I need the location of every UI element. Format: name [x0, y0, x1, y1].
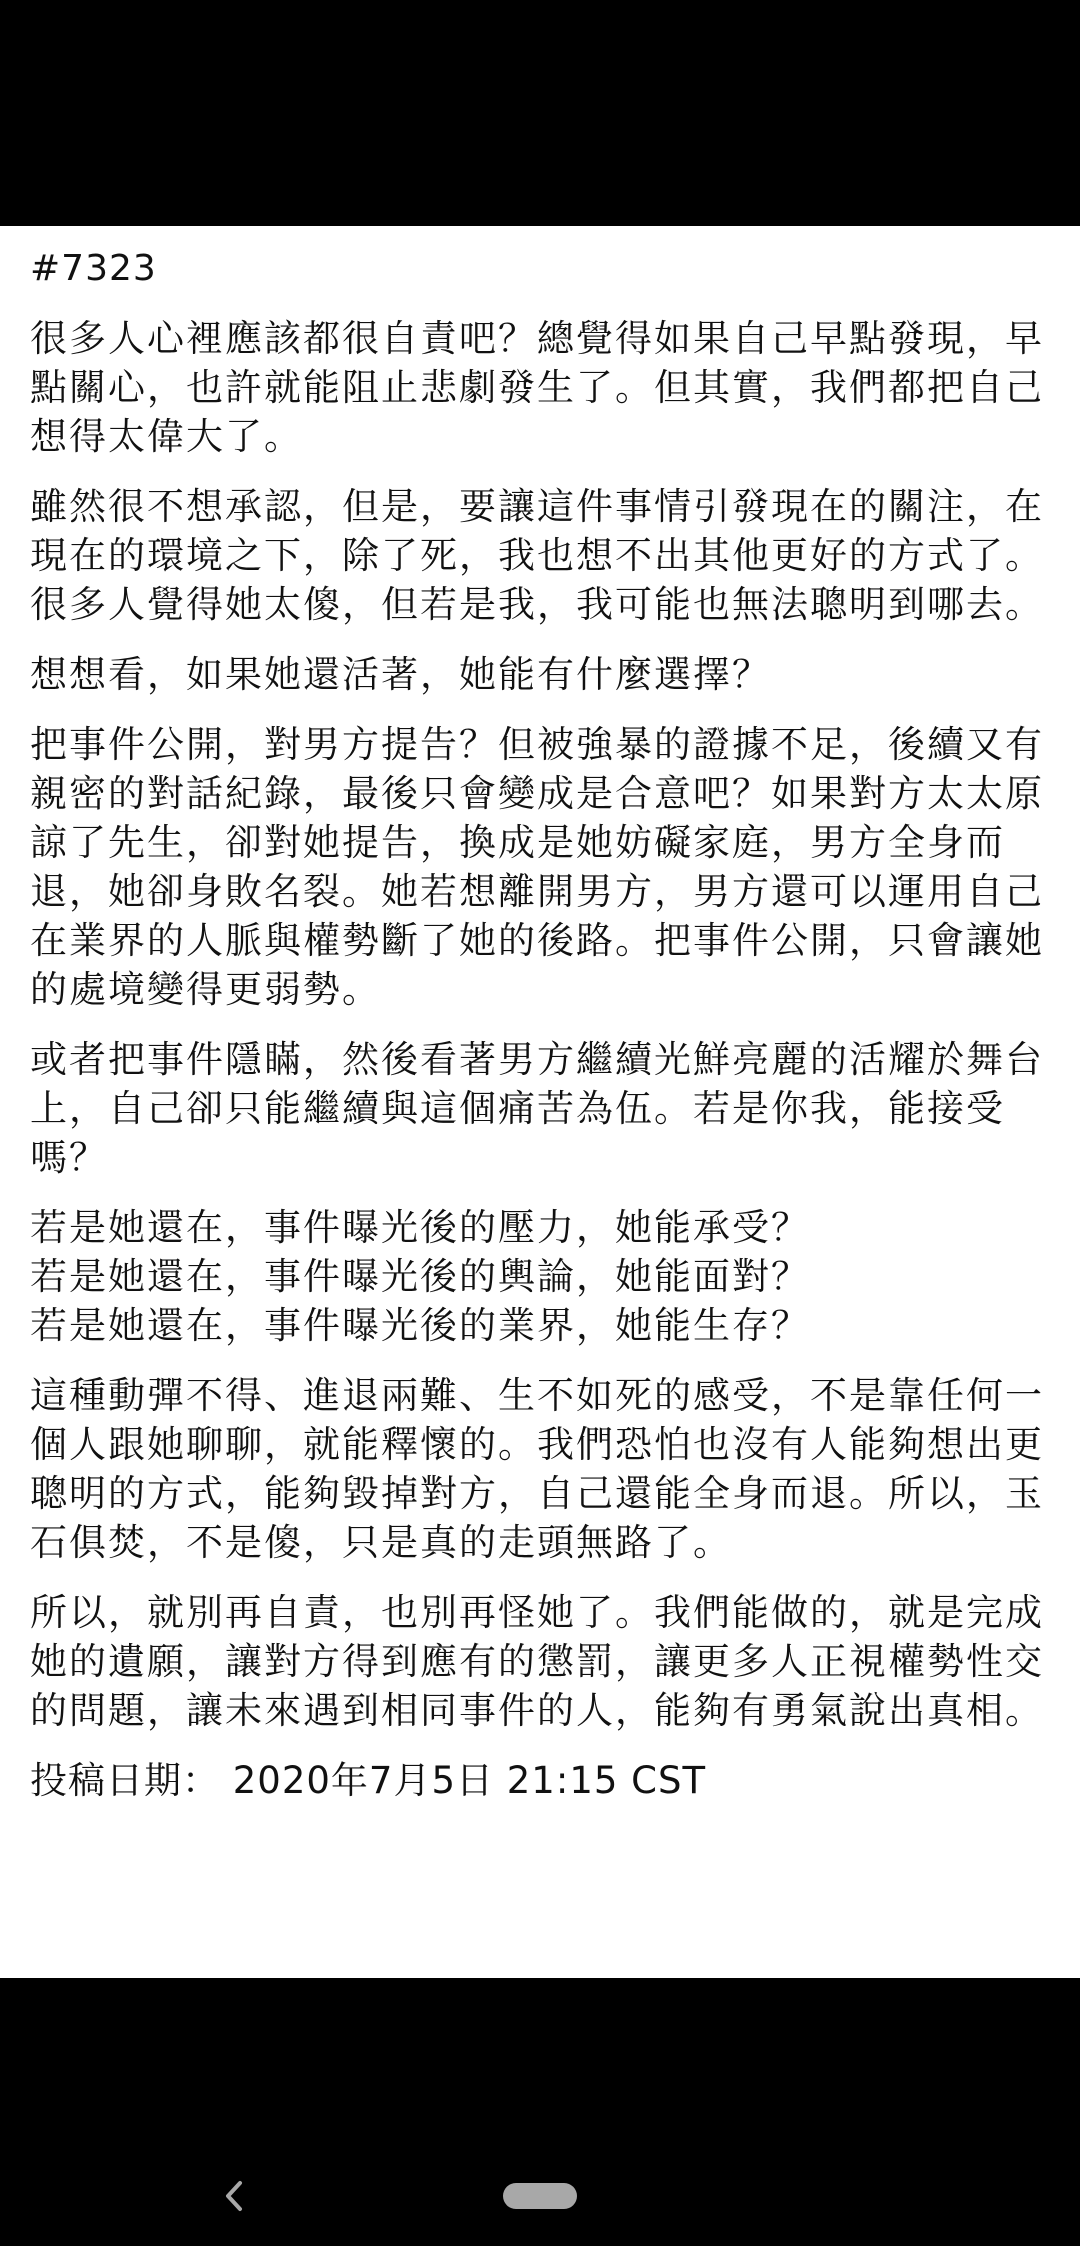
- post-paragraph: 所以，就別再自責，也別再怪她了。我們能做的，就是完成她的遺願，讓對方得到應有的懲罰，讓更多人正視權勢性交的問題，讓未來遇到相同事件的人，能夠有勇氣說出真相。: [30, 1591, 1044, 1732]
- submission-date-label: 投稿日期：: [30, 1759, 220, 1802]
- post-paragraph: 想想看，如果她還活著，她能有什麼選擇？: [30, 653, 771, 696]
- post-paragraph: 雖然很不想承認，但是，要讓這件事情引發現在的關注，在現在的環境之下，除了死，我也想不出其他更好的方式了。很多人覺得她太傻，但若是我，我可能也無法聰明到哪去。: [30, 485, 1044, 626]
- post-paragraph: 或者把事件隱瞞，然後看著男方繼續光鮮亮麗的活耀於舞台上，自己卻只能繼續與這個痛苦為伍。若是你我，能接受嗎？: [30, 1038, 1044, 1179]
- post-id: #7323: [30, 248, 157, 289]
- post-paragraph: 這種動彈不得、進退兩難、生不如死的感受，不是靠任何一個人跟她聊聊，就能釋懷的。我們恐怕也沒有人能夠想出更聰明的方式，能夠毀掉對方，自己還能全身而退。所以，玉石俱焚，不是傻，只是真的走頭無路了。: [30, 1374, 1044, 1564]
- back-button[interactable]: [210, 2172, 258, 2220]
- chevron-left-icon: [223, 2179, 245, 2213]
- home-pill-button[interactable]: [503, 2183, 577, 2209]
- post-paragraph: 把事件公開，對男方提告？但被強暴的證據不足，後續又有親密的對話紀錄，最後只會變成是合意吧？如果對方太太原諒了先生，卻對她提告，換成是她妨礙家庭，男方全身而退，她卻身敗名裂。她若想離開男方，男方還可以運用自己在業界的人脈與權勢斷了她的後路。把事件公開，只會讓她的處境變得更弱勢。: [30, 723, 1044, 1011]
- submission-date: [30, 1756, 1050, 1806]
- submission-date-value: 2020年7月5日 21:15 CST: [232, 1759, 707, 1802]
- post-card: [0, 226, 1080, 1978]
- post-paragraph: 很多人心裡應該都很自責吧？總覺得如果自己早點發現，早點關心，也許就能阻止悲劇發生了。但其實，我們都把自己想得太偉大了。: [30, 317, 1044, 458]
- status-bar: [0, 0, 1080, 226]
- navigation-bar: [0, 1978, 1080, 2246]
- post-paragraph: 若是她還在，事件曝光後的壓力，她能承受？ 若是她還在，事件曝光後的輿論，她能面對？ 若是她還在，事件曝光後的業界，她能生存？: [30, 1206, 810, 1347]
